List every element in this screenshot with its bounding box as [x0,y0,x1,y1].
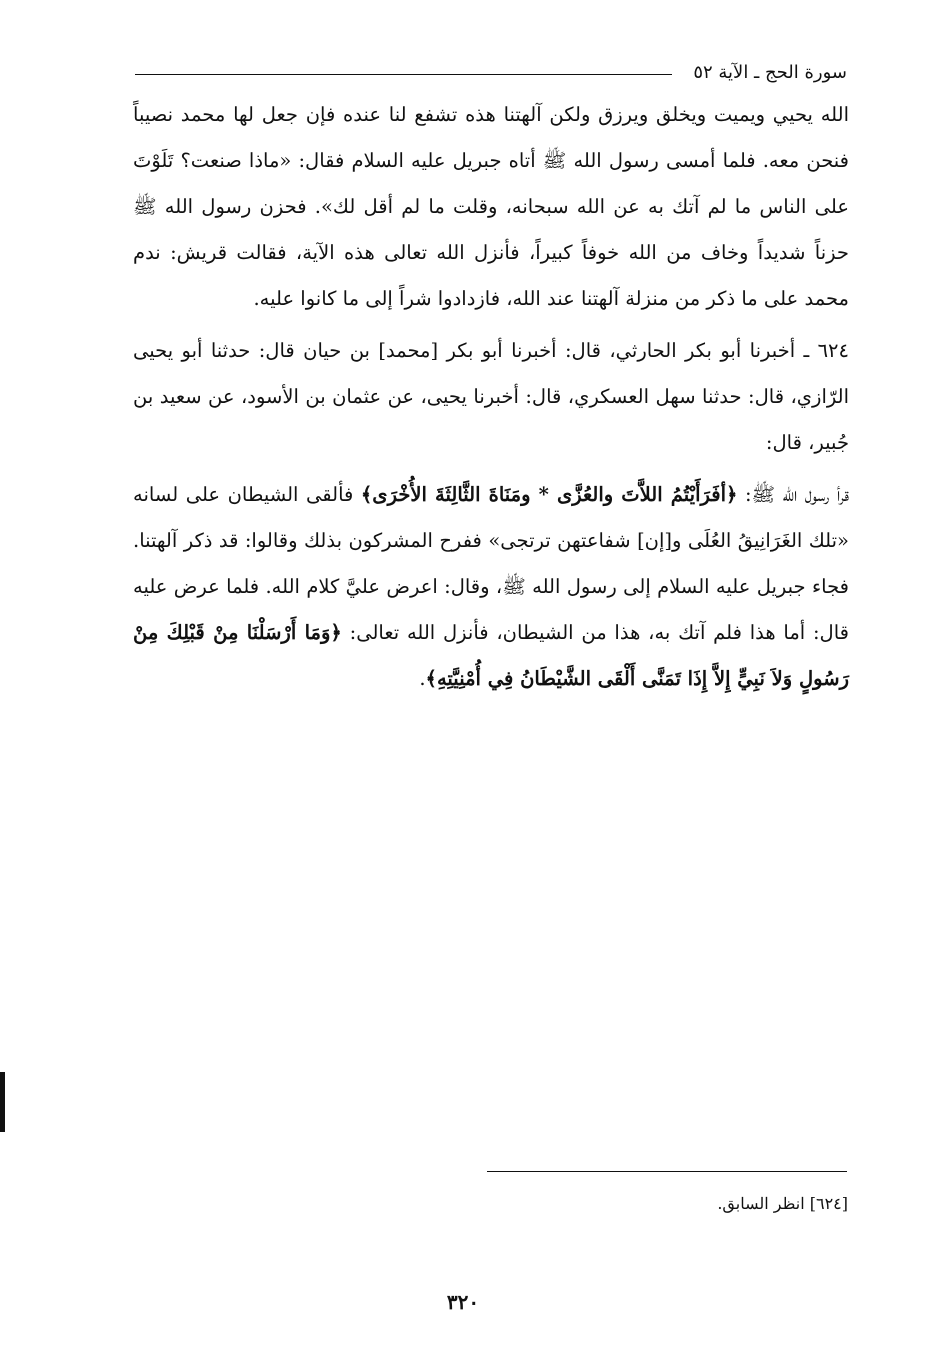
paragraph-3-text-b: فألقى الشيطان على لسانه «تلك الغَرَانِيقُ العُلَى و[إن] شفاعتهن ترتجى» ففرح المشركون بذلك وقالوا: قد ذكر آلهتنا. فجاء جبريل عليه السلام إلى رسول الله ﷺ، وقال: اعرض عليَّ كلام الله. فلما عرض عليه قال: أما هذا فلم آتك به، هذا من الشيطان، فأنزل الله تعالى: [133,483,849,644]
running-head [135,58,847,88]
header-rule [135,74,672,75]
footnote: [٦٢٤] انظر السابق. [717,1194,848,1213]
quran-verse-2: ﴿وَمَا أَرْسَلْنَا مِنْ قَبْلِكَ مِنْ رَسُولٍ وَلاَ نَبِيٍّ إِلاَّ إِذَا تَمَنَّى أَلْقَى الشَّيْطَانُ فِي أُمْنِيَّتِهِ﴾ [133,621,849,690]
paragraph-3-text-c: . [419,667,426,690]
body-text [133,92,849,702]
quran-verse-1: ﴿أفَرَأَيْتُمُ اللاَّتَ والعُزَّى * ومَنَاةَ الثَّالِثَةَ الأُخْرَى﴾ [360,483,738,506]
page-number: ٣٢٠ [446,1290,480,1314]
paragraph-3 [133,472,849,702]
paragraph-1: الله يحيي ويميت ويخلق ويرزق ولكن آلهتنا هذه تشفع لنا عنده فإن جعل لها محمد نصيباً فنحن معه. فلما أمسى رسول الله ﷺ أتاه جبريل عليه السلام فقال: «ماذا صنعت؟ تَلَوْتَ على الناس ما لم آتك به عن الله سبحانه، وقلت ما لم أقل لك». فحزن رسول الله ﷺ حزناً شديداً وخاف من الله خوفاً كبيراً، فأنزل الله تعالى هذه الآية، فقالت قريش: ندم محمد على ما ذكر من منزلة آلهتنا عند الله، فازدادوا شراً إلى ما كانوا عليه. [133,103,849,310]
paragraph-2-hadith-624: ٦٢٤ ـ أخبرنا أبو بكر الحارثي، قال: أخبرنا أبو بكر [محمد] بن حيان قال: حدثنا أبو يحيى الرّازي، قال: حدثنا سهل العسكري، قال: أخبرنا يحيى، عن عثمان بن الأسود، عن سعيد بن جُبير، قال: [133,339,849,454]
scan-binding-mark [0,1072,5,1132]
footnote-rule [487,1171,847,1172]
running-title: سورة الحج ـ الآية ٥٢ [683,62,847,84]
paragraph-3-text-a: قرأ رسول الله ﷺ: [737,483,849,506]
